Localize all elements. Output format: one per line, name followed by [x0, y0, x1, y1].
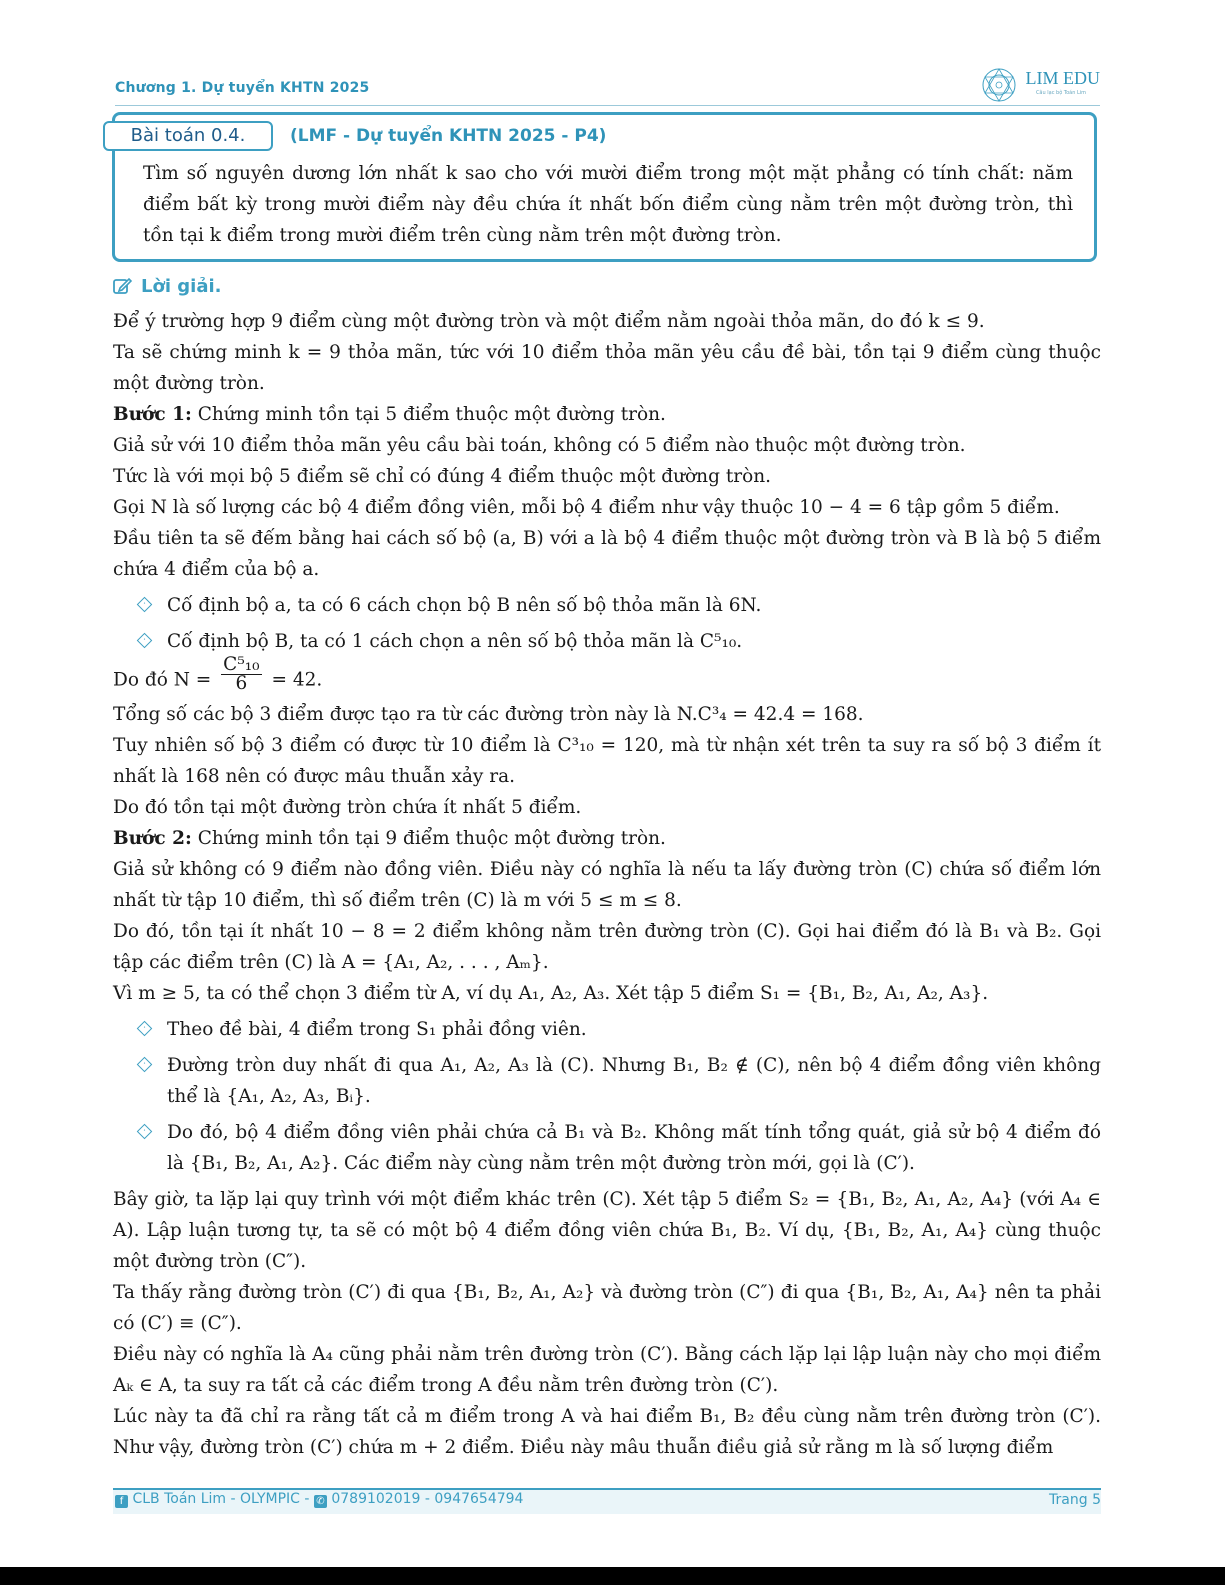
step-2: [113, 823, 1101, 854]
logo: [970, 68, 1100, 108]
logo-mark-icon: [980, 66, 1018, 104]
list-item: [113, 590, 1101, 621]
page-number: Trang 5: [1049, 1492, 1101, 1508]
footer-contact: [115, 1491, 523, 1508]
diamond-bullet-icon: [137, 633, 153, 649]
step-1: [113, 399, 1101, 430]
list-item: [113, 1050, 1101, 1112]
list-item-text: Theo đề bài, 4 điểm trong S₁ phải đồng viên.: [167, 1019, 587, 1040]
paragraph: Ta thấy rằng đường tròn (C′) đi qua {B₁, B₂, A₁, A₂} và đường tròn (C″) đi qua {B₁, B₂, A₁, A₄} nên ta phải có (C′) ≡ (C″).: [113, 1282, 1101, 1334]
paragraph: Điều này có nghĩa là A₄ cũng phải nằm trên đường tròn (C′). Bằng cách lặp lại lập luận này cho mọi điểm Aₖ ∈ A, ta suy ra tất cả các điểm trong A đều nằm trên đường tròn (C′).: [113, 1344, 1101, 1396]
list-item: [113, 1117, 1101, 1179]
fraction: [221, 656, 261, 693]
chapter-title: Chương 1. Dự tuyển KHTN 2025: [115, 80, 370, 96]
step-text: Chứng minh tồn tại 5 điểm thuộc một đường tròn.: [191, 404, 666, 425]
facebook-icon: f: [115, 1495, 128, 1508]
list-item: [113, 1014, 1101, 1045]
page-header: [115, 68, 1100, 102]
fraction-suffix: = 42.: [271, 669, 323, 691]
solution-body: [113, 306, 1101, 1463]
logo-text: LIM EDU: [1025, 68, 1100, 88]
list-item-text: Cố định bộ B, ta có 1 cách chọn a nên số bộ thỏa mãn là C⁵₁₀.: [167, 631, 743, 652]
diamond-bullet-icon: [137, 1021, 153, 1037]
bottom-bar: [0, 1567, 1225, 1585]
paragraph: Tức là với mọi bộ 5 điểm sẽ chỉ có đúng 4 điểm thuộc một đường tròn.: [113, 466, 772, 487]
step-text: Chứng minh tồn tại 9 điểm thuộc một đường tròn.: [191, 828, 666, 849]
list-item-text: Do đó, bộ 4 điểm đồng viên phải chứa cả B₁ và B₂. Không mất tính tổng quát, giả sử bộ 4 điểm đó là {B₁, B₂, A₁, A₂}. Các điểm này cùng nằm trên một đường tròn mới, gọi là (C′).: [167, 1122, 1101, 1174]
problem-source: (LMF - Dự tuyển KHTN 2025 - P4): [290, 126, 607, 146]
step-label: Bước 1:: [113, 404, 192, 425]
fraction-denominator: 6: [235, 673, 248, 694]
paragraph: Do đó tồn tại một đường tròn chứa ít nhất 5 điểm.: [113, 797, 582, 818]
paragraph: Gọi N là số lượng các bộ 4 điểm đồng viên, mỗi bộ 4 điểm như vậy thuộc 10 − 4 = 6 tập gồm 5 điểm.: [113, 497, 1060, 518]
paragraph: Ta sẽ chứng minh k = 9 thỏa mãn, tức với 10 điểm thỏa mãn yêu cầu đề bài, tồn tại 9 điểm cùng thuộc một đường tròn.: [113, 342, 1101, 394]
paragraph: Để ý trường hợp 9 điểm cùng một đường tròn và một điểm nằm ngoài thỏa mãn, do đó k ≤ 9.: [113, 311, 985, 332]
paragraph: Lúc này ta đã chỉ ra rằng tất cả m điểm trong A và hai điểm B₁, B₂ đều cùng nằm trên đường tròn (C′). Như vậy, đường tròn (C′) chứa m + 2 điểm. Điều này mâu thuẫn điều giả sử rằng m là số lượng điểm: [113, 1406, 1101, 1458]
paragraph: Tổng số các bộ 3 điểm được tạo ra từ các đường tròn này là N.C³₄ = 42.4 = 168.: [113, 704, 864, 725]
diamond-bullet-icon: [137, 597, 153, 613]
pencil-edit-icon: [113, 277, 133, 295]
footer-phones: 0789102019 - 0947654794: [331, 1491, 524, 1507]
problem-statement: Tìm số nguyên dương lớn nhất k sao cho với mười điểm trong một mặt phẳng có tính chất: năm điểm bất kỳ trong mười điểm này đều chứa ít nhất bốn điểm cùng nằm trên một đường tròn, thì tồn tại k điểm trong mười điểm trên cùng nằm trên một đường tròn.: [143, 163, 1073, 246]
header-divider: [115, 105, 1100, 106]
solution-heading-text: Lời giải.: [141, 276, 222, 297]
fraction-prefix: Do đó N =: [113, 669, 212, 691]
paragraph: Giả sử với 10 điểm thỏa mãn yêu cầu bài toán, không có 5 điểm nào thuộc một đường tròn.: [113, 435, 966, 456]
diamond-bullet-icon: [137, 1057, 153, 1073]
logo-subtitle: Câu lạc bộ Toán Lim: [1035, 90, 1086, 96]
paragraph: Giả sử không có 9 điểm nào đồng viên. Điều này có nghĩa là nếu ta lấy đường tròn (C) chứa số điểm lớn nhất từ tập 10 điểm, thì số điểm trên (C) là m với 5 ≤ m ≤ 8.: [113, 859, 1101, 911]
problem-tag: Bài toán 0.4.: [103, 121, 273, 151]
list-item-text: Cố định bộ a, ta có 6 cách chọn bộ B nên số bộ thỏa mãn là 6N.: [167, 595, 762, 616]
phone-icon: ✆: [314, 1495, 327, 1508]
paragraph: Bây giờ, ta lặp lại quy trình với một điểm khác trên (C). Xét tập 5 điểm S₂ = {B₁, B₂, A₁, A₂, A₄} (với A₄ ∈ A). Lập luận tương tự, ta sẽ có một bộ 4 điểm đồng viên chứa B₁, B₂. Ví dụ, {B₁, B₂, A₁, A₄} cùng thuộc một đường tròn (C″).: [113, 1189, 1101, 1272]
paragraph: Do đó, tồn tại ít nhất 10 − 8 = 2 điểm không nằm trên đường tròn (C). Gọi hai điểm đó là B₁ và B₂. Gọi tập các điểm trên (C) là A = {A₁, A₂, . . . , Aₘ}.: [113, 921, 1101, 973]
paragraph: Tuy nhiên số bộ 3 điểm có được từ 10 điểm là C³₁₀ = 120, mà từ nhận xét trên ta suy ra số bộ 3 điểm ít nhất là 168 nên có được mâu thuẫn xảy ra.: [113, 735, 1101, 787]
fraction-numerator: C⁵₁₀: [223, 654, 260, 675]
diamond-bullet-icon: [137, 1124, 153, 1140]
solution-heading: [113, 276, 221, 297]
paragraph: Vì m ≥ 5, ta có thể chọn 3 điểm từ A, ví dụ A₁, A₂, A₃. Xét tập 5 điểm S₁ = {B₁, B₂, A₁, A₂, A₃}.: [113, 983, 989, 1004]
list-item: [113, 626, 1101, 657]
list-item-text: Đường tròn duy nhất đi qua A₁, A₂, A₃ là (C). Nhưng B₁, B₂ ∉ (C), nên bộ 4 điểm đồng viên không thể là {A₁, A₂, A₃, Bᵢ}.: [167, 1055, 1101, 1107]
footer-club: CLB Toán Lim - OLYMPIC -: [132, 1491, 310, 1507]
paragraph: Đầu tiên ta sẽ đếm bằng hai cách số bộ (a, B) với a là bộ 4 điểm thuộc một đường tròn và B là bộ 5 điểm chứa 4 điểm của bộ a.: [113, 528, 1101, 580]
step-label: Bước 2:: [113, 828, 192, 849]
fraction-line: [113, 654, 1101, 699]
